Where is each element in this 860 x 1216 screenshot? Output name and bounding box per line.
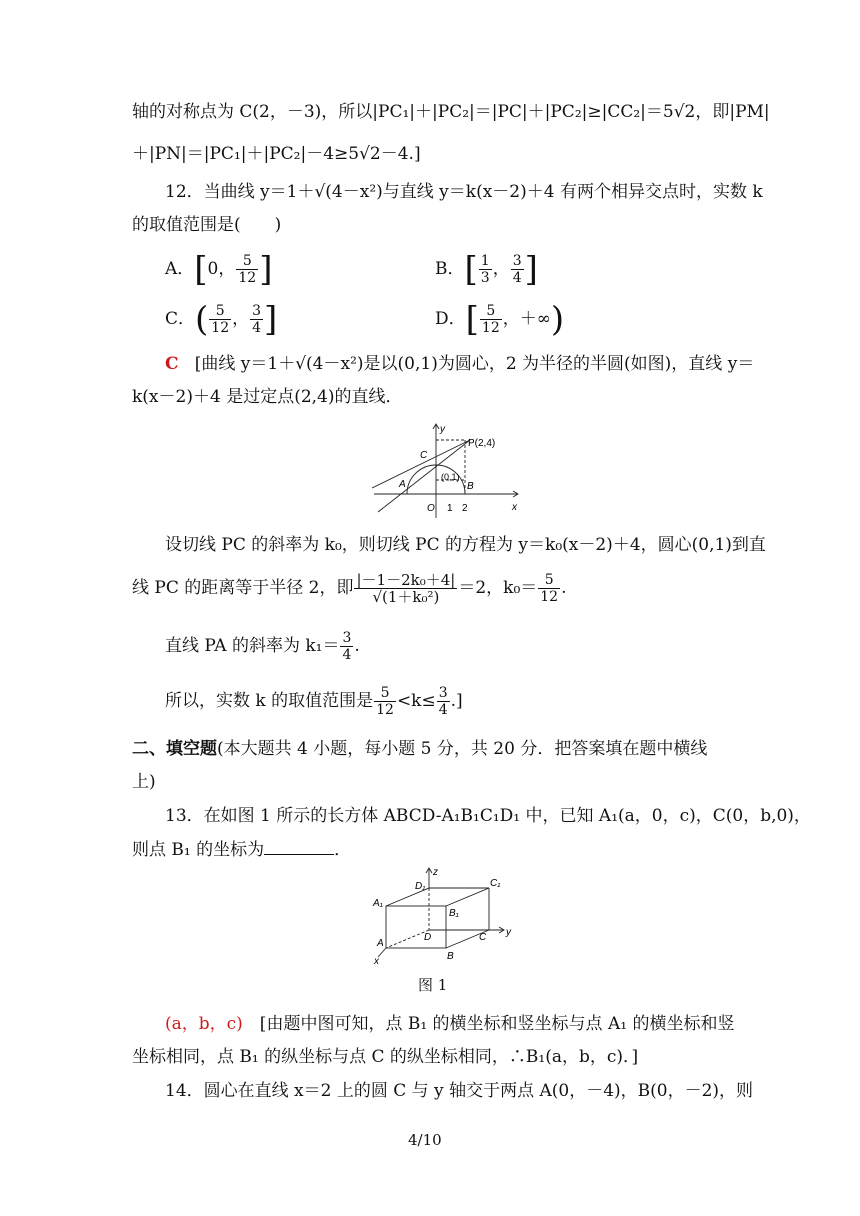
option-label: A． <box>165 259 195 279</box>
fig-c1-label: C₁ <box>490 878 501 889</box>
q12-option-c[interactable]: C．( $\frac{5}{12}$ ， $\frac{3}{4}$ ] <box>165 299 278 340</box>
option-left: 0， <box>207 259 236 279</box>
fig-tick-2: 2 <box>462 503 468 514</box>
option-fraction: $\frac{5}{12}$ <box>238 253 257 286</box>
k1-fraction: $\frac{3}{4}$ <box>342 630 352 663</box>
fig-x-label: x <box>512 502 517 513</box>
fig-b-label: B <box>447 951 454 962</box>
figure-caption: 图 1 <box>418 976 448 994</box>
section2-title: 二、填空题 <box>132 739 217 759</box>
range-high-fraction: $\frac{3}{4}$ <box>438 685 448 718</box>
q12-solution-line3: 设切线 PC 的斜率为 k₀，则切线 PC 的方程为 y＝k₀(x－2)＋4，圆心(0,1)到直 <box>165 535 766 555</box>
fig-c-label: C <box>420 450 428 461</box>
q14-stem-line1: 14．圆心在直线 x＝2 上的圆 C 与 y 轴交于两点 A(0，－4)，B(0，－2)，则 <box>165 1081 754 1101</box>
fig-c-label: C <box>479 932 487 943</box>
q12-stem-line2: 的取值范围是( ) <box>132 215 282 235</box>
option-label: C． <box>165 309 196 329</box>
q12-solution-line2: k(x－2)＋4 是过定点(2,4)的直线． <box>132 387 403 407</box>
q13-solution-line2: 坐标相同，点 B₁ 的纵坐标与点 C 的纵坐标相同，∴B₁(a，b，c)．] <box>132 1047 639 1067</box>
q12-answer: C <box>165 354 179 374</box>
fig-y-label: y <box>506 927 511 938</box>
section2-header: 二、填空题(本大题共 4 小题，每小题 5 分，共 20 分．把答案填在题中横线 <box>132 739 708 759</box>
q12-solution-line5: 直线 PA 的斜率为 k₁＝ $\frac{3}{4}$ . <box>165 630 360 663</box>
prev-solution-line1: 轴的对称点为 C(2，－3)，所以|PC₁|＋|PC₂|＝|PC|＋|PC₂|≥|CC₂|＝5√2，即|PM| <box>132 102 770 122</box>
q13-stem-line2: 则点 B₁ 的坐标为 ． <box>132 840 352 860</box>
option-fraction-left: $\frac{5}{12}$ <box>211 303 230 336</box>
option-fraction-right: $\frac{3}{4}$ <box>512 253 522 286</box>
fig-z-label: z <box>433 867 438 878</box>
q12-option-d[interactable]: D．[ $\frac{5}{12}$ ，＋∞) <box>435 299 565 340</box>
fig-b1-label: B₁ <box>449 908 459 919</box>
fig-a1-label: A₁ <box>373 898 383 909</box>
q13-stem-line1: 13．在如图 1 所示的长方体 ABCD-A₁B₁C₁D₁ 中，已知 A₁(a，0，c)，C(0，b,0)， <box>165 806 811 826</box>
fig-o-label: O <box>427 503 435 514</box>
q13-answer: (a，b，c) <box>165 1014 243 1034</box>
option-label: B． <box>435 259 465 279</box>
page-number: 4/10 <box>408 1131 442 1149</box>
q12-option-a[interactable]: A．[0， $\frac{5}{12}$ ] <box>165 249 273 290</box>
answer-blank <box>264 840 334 855</box>
option-fraction-left: $\frac{5}{12}$ <box>481 303 500 336</box>
option-right: ＋∞ <box>519 309 551 329</box>
prev-solution-line2: ＋|PN|＝|PC₁|＋|PC₂|－4≥5√2－4.] <box>132 144 421 164</box>
semicircle-figure <box>372 418 522 520</box>
fig-a-label: A <box>399 479 406 490</box>
fig-d1-label: D₁ <box>415 881 426 892</box>
option-fraction-right: $\frac{3}{4}$ <box>252 303 262 336</box>
fig-p-label: P(2,4) <box>468 438 496 449</box>
q12-solution-line6: 所以，实数 k 的取值范围是 $\frac{5}{12}$ <k≤ $\frac{3}{4}$ .] <box>165 685 463 718</box>
distance-fraction: $\frac{\text{|－1－2k₀＋4|}}{\text{√(1＋k₀²)}}$ <box>356 571 456 606</box>
q13-solution-line1: (a，b，c) [由题中图可知，点 B₁ 的横坐标和竖坐标与点 A₁ 的横坐标和竖 <box>165 1014 735 1034</box>
fig-y-label: y <box>440 424 445 435</box>
q12-solution-line4: 线 PC 的距离等于半径 2，即 $\frac{\text{|－1－2k₀＋4|}}{\text{√(1＋k₀²)}}$ ＝2，k₀＝ $\frac{5}{12}$ . <box>132 571 567 606</box>
fig-d-label: D <box>424 932 432 943</box>
range-low-fraction: $\frac{5}{12}$ <box>376 685 394 718</box>
q12-option-b[interactable]: B．[ $\frac{1}{3}$ ， $\frac{3}{4}$ ] <box>435 249 538 290</box>
q12-stem-line1: 12．当曲线 y＝1＋√(4－x²)与直线 y＝k(x－2)＋4 有两个相异交点时，实数 k <box>165 182 763 202</box>
option-fraction-left: $\frac{1}{3}$ <box>480 253 490 286</box>
fig-b-label: B <box>467 481 474 492</box>
k0-fraction: $\frac{5}{12}$ <box>540 572 559 605</box>
fig-x-label: x <box>374 956 379 966</box>
fig-center-label: (0,1) <box>441 472 460 482</box>
q12-solution-line1: C [曲线 y＝1＋√(4－x²)是以(0,1)为圆心，2 为半径的半圆(如图)，直线 y＝ <box>165 354 755 374</box>
option-label: D． <box>435 309 466 329</box>
fig-a-label: A <box>377 938 384 949</box>
cuboid-figure <box>372 866 522 966</box>
section2-desc2: 上) <box>132 772 156 792</box>
fig-tick-1: 1 <box>447 503 453 514</box>
